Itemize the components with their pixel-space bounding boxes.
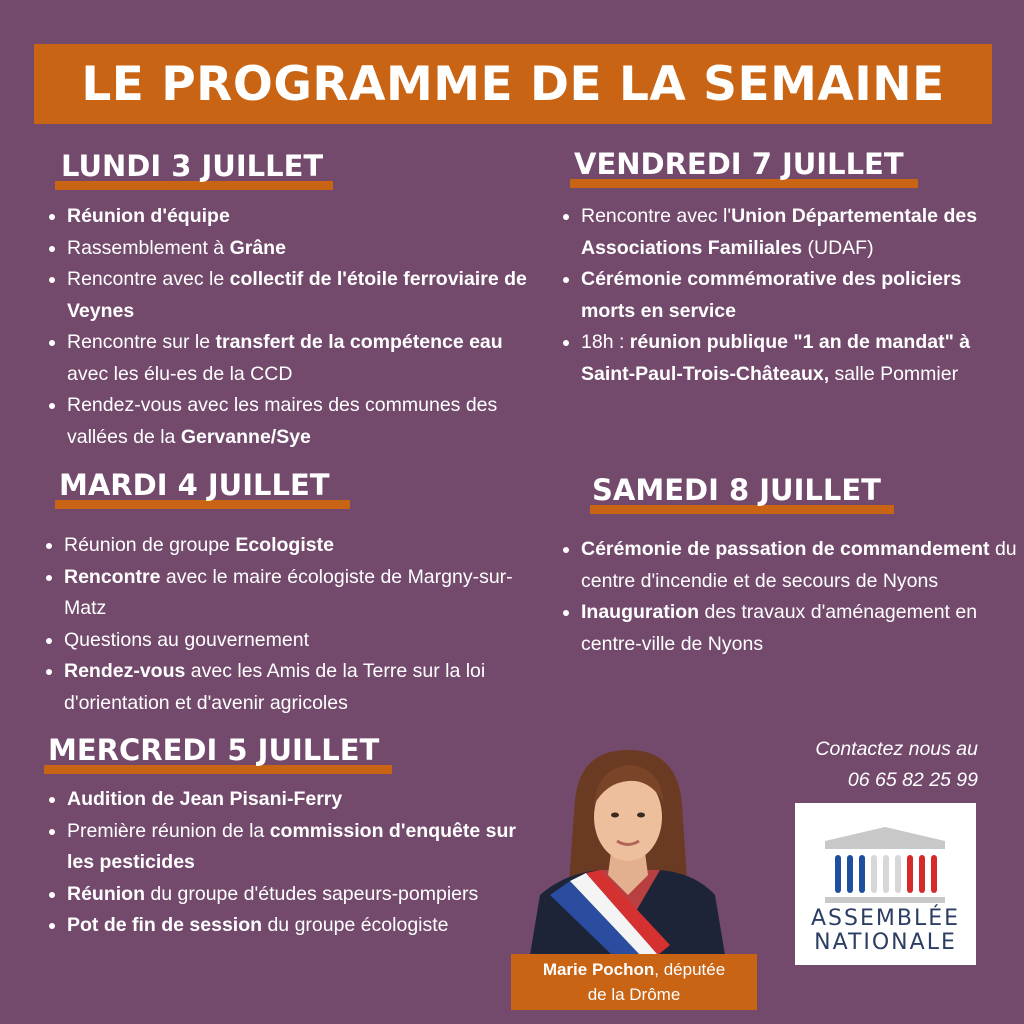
item-text-bold: collectif de l'étoile ferroviaire de Veynes bbox=[67, 268, 527, 322]
item-text-bold: Cérémonie de passation de commandement bbox=[581, 538, 990, 560]
list-item bbox=[581, 201, 1001, 264]
heading-mercredi bbox=[44, 732, 392, 768]
list-lundi bbox=[45, 201, 529, 453]
item-text-bold: Réunion d'équipe bbox=[67, 205, 230, 227]
list-item bbox=[67, 201, 529, 233]
portrait-photo bbox=[520, 745, 735, 955]
item-text: avec les Amis de la Terre sur la loi d'orientation et d'avenir agricoles bbox=[64, 660, 486, 714]
item-text: Rencontre avec le bbox=[67, 268, 230, 290]
item-text: Questions au gouvernement bbox=[64, 628, 309, 651]
heading-mardi bbox=[55, 467, 350, 503]
list-item bbox=[67, 816, 529, 879]
list-item bbox=[64, 625, 524, 657]
item-text-bold: Réunion bbox=[67, 882, 145, 905]
item-text-bold: Inauguration bbox=[581, 601, 700, 623]
contact-block bbox=[760, 734, 978, 796]
item-text: Réunion de groupe bbox=[64, 534, 236, 556]
item-text: Rencontre sur le bbox=[67, 331, 216, 353]
item-text: avec les élu-es de la CCD bbox=[67, 362, 293, 385]
list-item bbox=[64, 562, 524, 625]
list-item bbox=[64, 656, 524, 719]
item-text: avec le maire écologiste de Margny-sur-Matz bbox=[64, 565, 513, 619]
item-text-bold: Pot de fin de session bbox=[67, 914, 263, 936]
assemblee-nationale-logo bbox=[795, 803, 976, 965]
item-text: du groupe d'études sapeurs-pompiers bbox=[145, 882, 479, 905]
heading-lundi bbox=[55, 148, 333, 184]
portrait-caption bbox=[511, 954, 757, 1010]
list-item bbox=[67, 264, 529, 327]
item-text: Première réunion de la bbox=[67, 819, 270, 842]
contact-label: Contactez nous au bbox=[815, 738, 978, 760]
item-text-bold: Cérémonie commémorative des policiers morts en service bbox=[581, 268, 962, 322]
item-text-bold: Union Départementale des Associations Familiales bbox=[581, 205, 978, 259]
heading-label: MARDI 4 JUILLET bbox=[59, 468, 330, 502]
caption-name: Marie Pochon bbox=[542, 960, 655, 979]
item-text: du centre d'incendie et de secours de Nyons bbox=[581, 538, 1017, 592]
caption-role: , députée bbox=[654, 960, 726, 979]
heading-vendredi bbox=[570, 146, 918, 182]
portrait-illustration bbox=[520, 745, 735, 955]
item-text-bold: Rencontre bbox=[64, 565, 161, 588]
list-vendredi bbox=[559, 201, 1001, 390]
item-text: Rassemblement à bbox=[67, 236, 230, 259]
item-text-bold: réunion publique "1 an de mandat" à Saint-Paul-Trois-Châteaux, bbox=[581, 331, 971, 385]
item-text-bold: Audition de Jean Pisani-Ferry bbox=[67, 788, 343, 810]
list-item bbox=[67, 327, 529, 390]
heading-label: MERCREDI 5 JUILLET bbox=[48, 733, 380, 767]
item-text: Rendez-vous avec les maires des communes des vallées de la bbox=[67, 394, 498, 448]
list-item bbox=[581, 534, 1021, 597]
heading-samedi bbox=[590, 472, 894, 508]
caption-role-line2: de la Drôme bbox=[587, 985, 681, 1004]
item-text-bold: transfert de la compétence eau bbox=[215, 331, 503, 353]
contact-phone: 06 65 82 25 99 bbox=[847, 769, 978, 791]
heading-label: LUNDI 3 JUILLET bbox=[61, 149, 324, 183]
list-item bbox=[67, 390, 529, 453]
parliament-icon bbox=[795, 811, 976, 911]
list-item bbox=[581, 597, 1021, 660]
item-text-bold: Ecologiste bbox=[235, 534, 334, 556]
logo-line2: NATIONALE bbox=[814, 930, 957, 955]
item-text: salle Pommier bbox=[829, 362, 959, 385]
list-samedi bbox=[559, 534, 1021, 660]
heading-label: VENDREDI 7 JUILLET bbox=[574, 147, 904, 181]
list-item bbox=[581, 264, 1001, 327]
item-text: du groupe écologiste bbox=[262, 914, 449, 936]
list-item bbox=[581, 327, 1001, 390]
item-text-bold: Rendez-vous bbox=[64, 660, 186, 682]
item-text-bold: commission d'enquête sur les pesticides bbox=[67, 819, 516, 873]
item-text: 18h : bbox=[581, 331, 630, 353]
list-item bbox=[64, 530, 524, 562]
item-text-bold: Grâne bbox=[229, 236, 286, 259]
heading-label: SAMEDI 8 JUILLET bbox=[592, 473, 881, 507]
list-item bbox=[67, 879, 529, 911]
list-item bbox=[67, 784, 529, 816]
list-mercredi bbox=[45, 784, 529, 942]
page-title: LE PROGRAMME DE LA SEMAINE bbox=[81, 56, 945, 112]
logo-line1: ASSEMBLÉE bbox=[810, 906, 960, 931]
list-item bbox=[67, 233, 529, 265]
list-item bbox=[67, 910, 529, 942]
title-banner bbox=[34, 44, 992, 124]
list-mardi bbox=[42, 530, 524, 719]
item-text: (UDAF) bbox=[802, 236, 874, 259]
item-text: Rencontre avec l' bbox=[581, 205, 732, 227]
item-text: des travaux d'aménagement en centre-ville de Nyons bbox=[581, 601, 978, 655]
item-text-bold: Gervanne/Sye bbox=[180, 425, 311, 448]
